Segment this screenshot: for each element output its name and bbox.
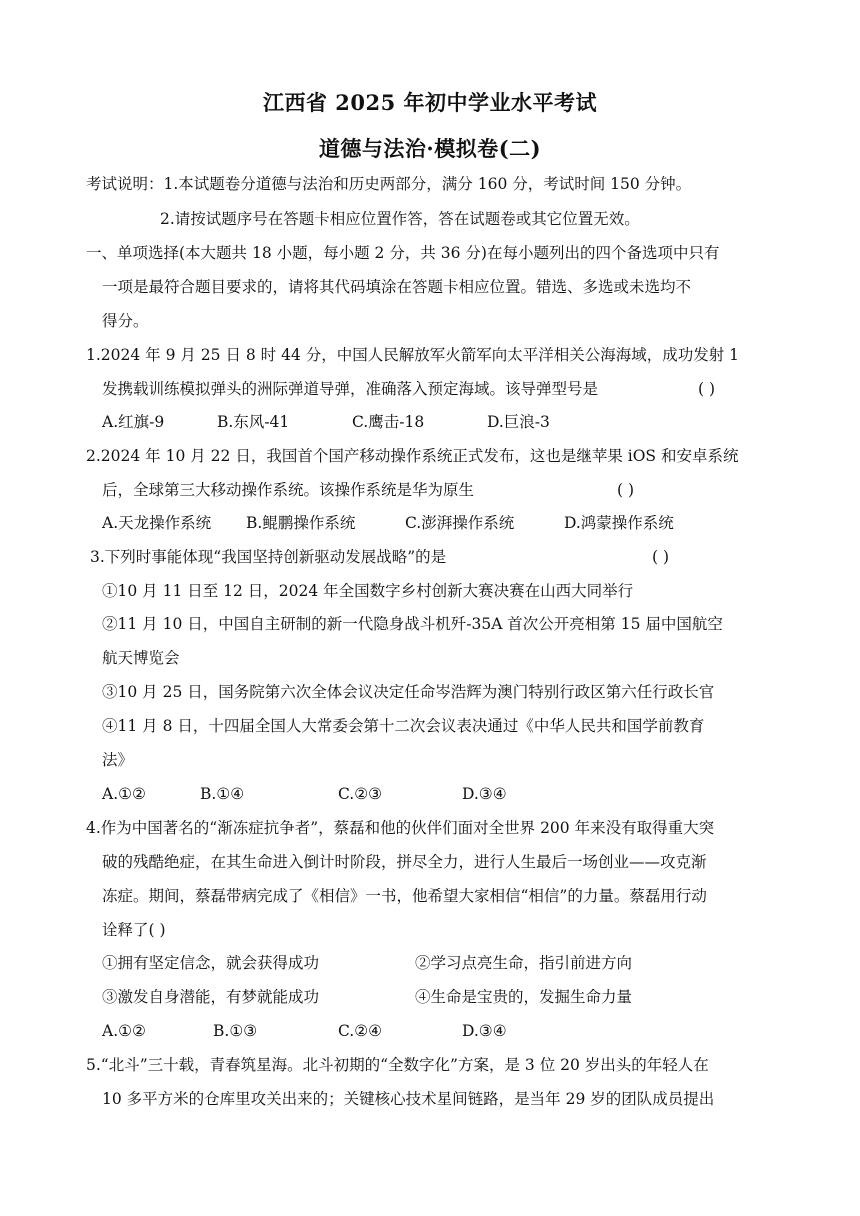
- question-2-line-2: 后，全球第三大移动操作系统。该操作系统是华为原生: [102, 481, 475, 499]
- question-4-line-2: 破的残酷绝症，在其生命进入倒计时阶段，拼尽全力，进行人生最后一场创业——攻克渐: [102, 853, 707, 871]
- question-3-answer-paren: ( ): [652, 548, 670, 566]
- question-3-statement-4a: ④11 月 8 日，十四届全国人大常委会第十二次会议表决通过《中华人民共和国学前教育: [102, 717, 705, 735]
- option-d: D.鸿蒙操作系统: [564, 514, 674, 532]
- question-4-line-4: 诠释了( ): [102, 921, 166, 939]
- instructions-line-1: 考试说明：1.本试题卷分道德与法治和历史两部分，满分 160 分，考试时间 150 分钟。: [86, 175, 692, 193]
- option-d: D.③④: [462, 1022, 507, 1040]
- option-d: D.③④: [462, 785, 507, 803]
- question-3-line-1: 3.下列时事能体现“我国坚持创新驱动发展战略”的是: [90, 548, 447, 566]
- option-a: A.红旗-9: [102, 413, 165, 431]
- question-4-line-3: 冻症。期间，蔡磊带病完成了《相信》一书，他希望大家相信“相信”的力量。蔡磊用行动: [102, 887, 707, 905]
- question-2-line-1: 2.2024 年 10 月 22 日，我国首个国产移动操作系统正式发布，这也是继苹果 iOS 和安卓系统: [86, 447, 739, 465]
- section-heading-line-1: 一、单项选择(本大题共 18 小题，每小题 2 分，共 36 分)在每小题列出的四个备选项中只有: [86, 244, 720, 262]
- option-a: A.①②: [102, 1022, 146, 1040]
- question-4-statement-4: ④生命是宝贵的，发掘生命力量: [415, 988, 633, 1006]
- question-5-line-2: 10 多平方米的仓库里攻关出来的；关键核心技术星间链路，是当年 29 岁的团队成员提出: [102, 1090, 715, 1108]
- instructions-line-2: 2.请按试题序号在答题卡相应位置作答，答在试题卷或其它位置无效。: [160, 210, 640, 228]
- question-2-answer-paren: ( ): [617, 481, 635, 499]
- option-b: B.鲲鹏操作系统: [246, 514, 356, 532]
- option-b: B.①③: [213, 1022, 258, 1040]
- question-3-statement-1: ①10 月 11 日至 12 日，2024 年全国数字乡村创新大赛决赛在山西大同举行: [102, 582, 634, 600]
- question-3-statement-2a: ②11 月 10 日，中国自主研制的新一代隐身战斗机歼-35A 首次公开亮相第 15 届中国航空: [102, 615, 723, 633]
- question-3-statement-2b: 航天博览会: [102, 649, 180, 667]
- question-5-line-1: 5.“北斗”三十载，青春筑星海。北斗初期的“全数字化”方案，是 3 位 20 岁出头的年轻人在: [86, 1056, 709, 1074]
- question-1-line-1: 1.2024 年 9 月 25 日 8 时 44 分，中国人民解放军火箭军向太平洋相关公海海域，成功发射 1: [86, 346, 740, 364]
- option-a: A.天龙操作系统: [102, 514, 212, 532]
- option-c: C.②④: [338, 1022, 383, 1040]
- option-d: D.巨浪-3: [487, 413, 550, 431]
- option-b: B.东风-41: [217, 413, 290, 431]
- option-a: A.①②: [102, 785, 146, 803]
- exam-subtitle: 道德与法治·模拟卷(二): [318, 136, 542, 161]
- question-3-statement-3: ③10 月 25 日，国务院第六次全体会议决定任命岑浩辉为澳门特别行政区第六任行政长官: [102, 683, 715, 701]
- question-1-answer-paren: ( ): [698, 380, 716, 398]
- question-4-line-1: 4.作为中国著名的“渐冻症抗争者”，蔡磊和他的伙伴们面对全世界 200 年来没有取得重大突: [86, 819, 715, 837]
- question-4-statement-1: ①拥有坚定信念，就会获得成功: [102, 954, 320, 972]
- question-4-statement-2: ②学习点亮生命，指引前进方向: [415, 954, 633, 972]
- section-heading-line-2: 一项是最符合题目要求的，请将其代码填涂在答题卡相应位置。错选、多选或未选均不: [102, 278, 692, 296]
- option-c: C.②③: [338, 785, 383, 803]
- question-4-statement-3: ③激发自身潜能，有梦就能成功: [102, 988, 320, 1006]
- question-3-statement-4b: 法》: [102, 751, 134, 769]
- option-b: B.①④: [200, 785, 245, 803]
- option-c: C.鹰击-18: [352, 413, 425, 431]
- option-c: C.澎湃操作系统: [405, 514, 515, 532]
- question-1-line-2: 发携载训练模拟弹头的洲际弹道导弹，准确落入预定海域。该导弹型号是: [102, 380, 599, 398]
- exam-title: 江西省 2025 年初中学业水平考试: [262, 90, 598, 115]
- section-heading-line-3: 得分。: [102, 312, 149, 330]
